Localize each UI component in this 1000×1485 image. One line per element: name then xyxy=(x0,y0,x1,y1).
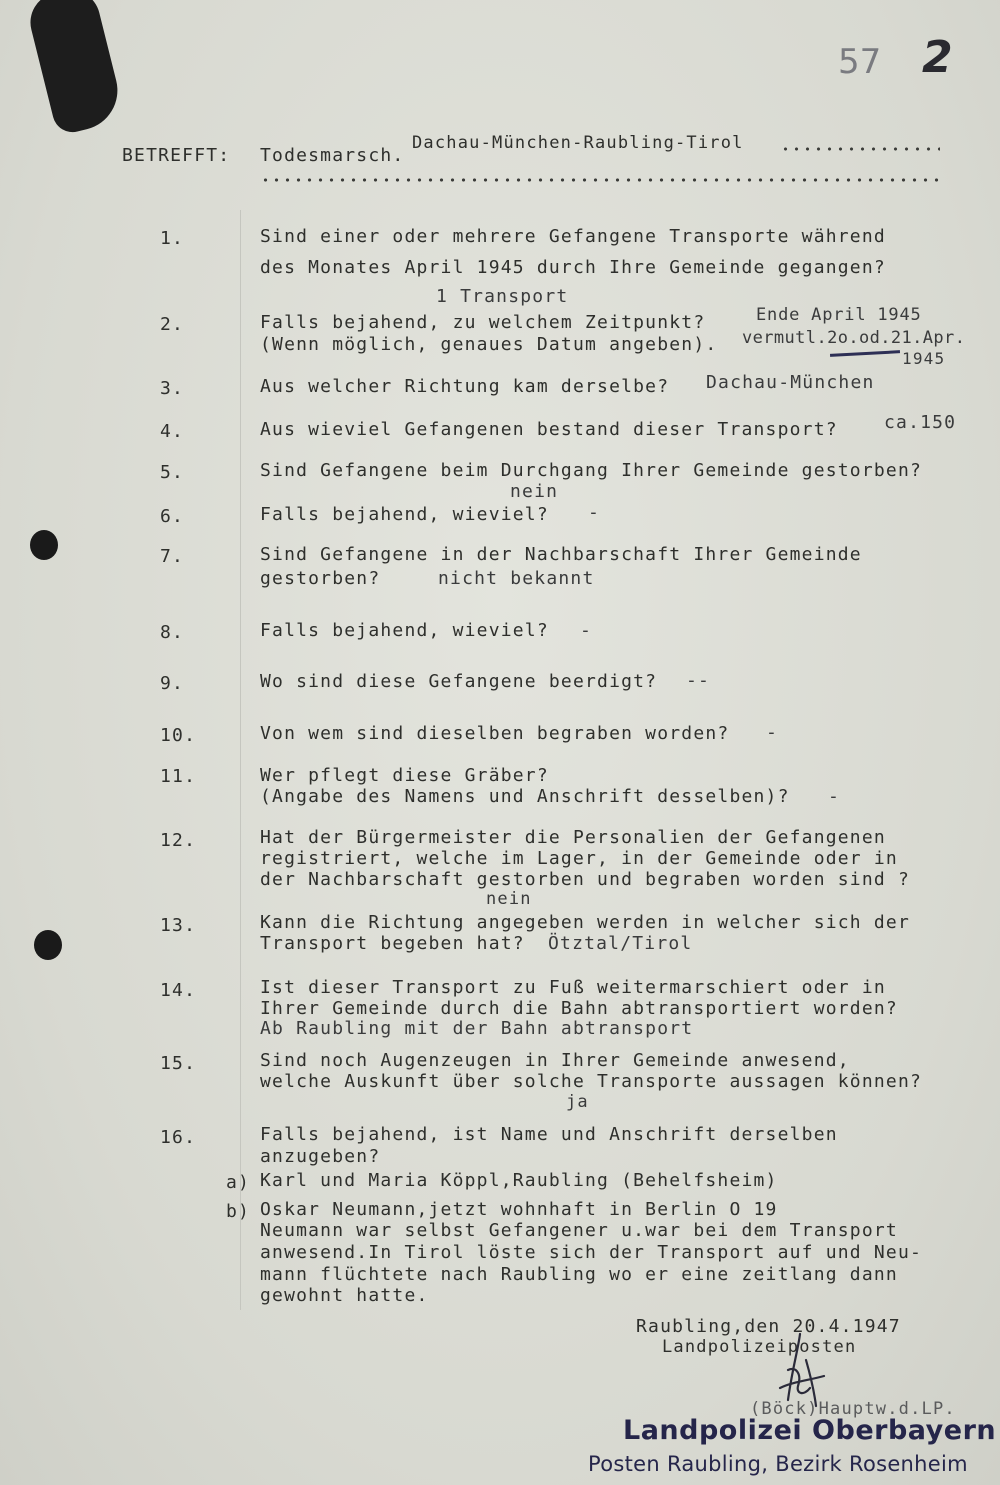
question-number: 11. xyxy=(160,766,197,787)
question-number: 9. xyxy=(160,673,185,694)
question-text: registriert, welche im Lager, in der Gemeinde oder in xyxy=(260,848,898,869)
dotted-fill xyxy=(780,146,940,152)
question-number: 4. xyxy=(160,421,185,442)
question-text: Hat der Bürgermeister die Personalien der Gefangenen xyxy=(260,827,886,848)
answer-text: - xyxy=(766,722,779,743)
question-number: 3. xyxy=(160,378,185,399)
question-text: der Nachbarschaft gestorben und begraben worden sind ? xyxy=(260,869,910,890)
question-number: 2. xyxy=(160,314,185,335)
answer-text: 1 Transport xyxy=(436,286,569,307)
answer-text: Ende April 1945 xyxy=(756,305,922,325)
answer-text: - xyxy=(580,620,593,641)
question-text: Von wem sind dieselben begraben worden? xyxy=(260,723,730,744)
question-number: 12. xyxy=(160,830,197,851)
answer-text: Dachau-München xyxy=(706,372,875,393)
punch-hole xyxy=(34,930,62,960)
question-number: 8. xyxy=(160,622,185,643)
answer-text: nein xyxy=(510,481,559,502)
answer-text: nicht bekannt xyxy=(438,568,595,589)
question-number: 14. xyxy=(160,980,197,1001)
question-text: Falls bejahend, ist Name und Anschrift derselben xyxy=(260,1124,838,1145)
office-name: Landpolizeiposten xyxy=(662,1337,857,1357)
answer-text: nein xyxy=(486,889,532,909)
question-text: anzugeben? xyxy=(260,1146,381,1167)
question-text: (Angabe des Namens und Anschrift desselben)? xyxy=(260,786,790,807)
ink-mark xyxy=(24,0,126,136)
question-number: 6. xyxy=(160,506,185,527)
answer-text: - xyxy=(588,502,601,523)
subject-text: Todesmarsch. xyxy=(260,145,405,166)
question-text: Aus wieviel Gefangenen bestand dieser Transport? xyxy=(260,419,838,440)
question-number: 1. xyxy=(160,228,185,249)
witness-b-line: gewohnt hatte. xyxy=(260,1285,429,1306)
witness-b-label: b) xyxy=(226,1201,251,1222)
answer-text: ja xyxy=(566,1092,589,1112)
question-text: Aus welcher Richtung kam derselbe? xyxy=(260,376,670,397)
question-number: 5. xyxy=(160,462,185,483)
question-number: 13. xyxy=(160,915,197,936)
page-number-typed: 57 xyxy=(838,42,882,82)
question-text: (Wenn möglich, genaues Datum angeben). xyxy=(260,334,718,355)
answer-text: ca.150 xyxy=(884,412,957,433)
margin-line xyxy=(240,210,241,1310)
question-text: Ist dieser Transport zu Fuß weitermarschiert oder in xyxy=(260,977,886,998)
answer-text: 1945 xyxy=(902,349,946,368)
question-text: Transport begeben hat? xyxy=(260,933,525,954)
subject-route: Dachau-München-Raubling-Tirol xyxy=(412,133,744,153)
question-text: Kann die Richtung angegeben werden in welcher sich der xyxy=(260,912,910,933)
subject-label: BETREFFT: xyxy=(122,145,231,166)
question-number: 10. xyxy=(160,725,197,746)
question-text: Ihrer Gemeinde durch die Bahn abtransportiert worden? xyxy=(260,998,898,1019)
witness-b-line: Neumann war selbst Gefangener u.war bei dem Transport xyxy=(260,1220,898,1241)
question-text: Sind einer oder mehrere Gefangene Transporte während xyxy=(260,226,886,247)
question-text: Wo sind diese Gefangene beerdigt? xyxy=(260,671,658,692)
witness-b-line: mann flüchtete nach Raubling wo er eine zeitlang dann xyxy=(260,1264,898,1285)
answer-text: Ab Raubling mit der Bahn abtransport xyxy=(260,1018,694,1039)
question-number: 16. xyxy=(160,1127,197,1148)
answer-text: vermutl.2o.od.21.Apr. xyxy=(742,328,966,348)
signer-name: (Böck)Hauptw.d.LP. xyxy=(750,1399,956,1419)
question-text: gestorben? xyxy=(260,568,381,589)
witness-b-line: anwesend.In Tirol löste sich der Transport auf und Neu- xyxy=(260,1242,923,1263)
police-stamp-line1: Landpolizei Oberbayern xyxy=(623,1415,997,1446)
handwritten-underline xyxy=(830,350,900,357)
question-text: Sind Gefangene beim Durchgang Ihrer Gemeinde gestorben? xyxy=(260,460,923,481)
question-text: Falls bejahend, zu welchem Zeitpunkt? xyxy=(260,312,706,333)
dotted-rule xyxy=(260,177,940,183)
question-text: Wer pflegt diese Gräber? xyxy=(260,765,549,786)
question-text: Falls bejahend, wieviel? xyxy=(260,620,549,641)
question-number: 7. xyxy=(160,546,185,567)
punch-hole xyxy=(30,530,58,560)
witness-a-text: Karl und Maria Köppl,Raubling (Behelfsheim) xyxy=(260,1170,778,1191)
question-text: Sind noch Augenzeugen in Ihrer Gemeinde anwesend, xyxy=(260,1050,850,1071)
question-number: 15. xyxy=(160,1053,197,1074)
question-text: welche Auskunft über solche Transporte aussagen können? xyxy=(260,1071,923,1092)
witness-b-line: Oskar Neumann,jetzt wohnhaft in Berlin O 19 xyxy=(260,1199,778,1220)
place-date: Raubling,den 20.4.1947 xyxy=(636,1316,901,1337)
witness-a-label: a) xyxy=(226,1172,251,1193)
question-text: Falls bejahend, wieviel? xyxy=(260,504,549,525)
answer-text: Ötztal/Tirol xyxy=(548,933,693,954)
question-text: des Monates April 1945 durch Ihre Gemeinde gegangen? xyxy=(260,257,886,278)
answer-text: - xyxy=(828,786,841,807)
answer-text: -- xyxy=(686,670,711,691)
page-number-handwritten: 2 xyxy=(922,32,953,83)
police-stamp-line2: Posten Raubling, Bezirk Rosenheim xyxy=(588,1452,968,1476)
handwritten-signature xyxy=(770,1330,830,1410)
question-text: Sind Gefangene in der Nachbarschaft Ihrer Gemeinde xyxy=(260,544,862,565)
